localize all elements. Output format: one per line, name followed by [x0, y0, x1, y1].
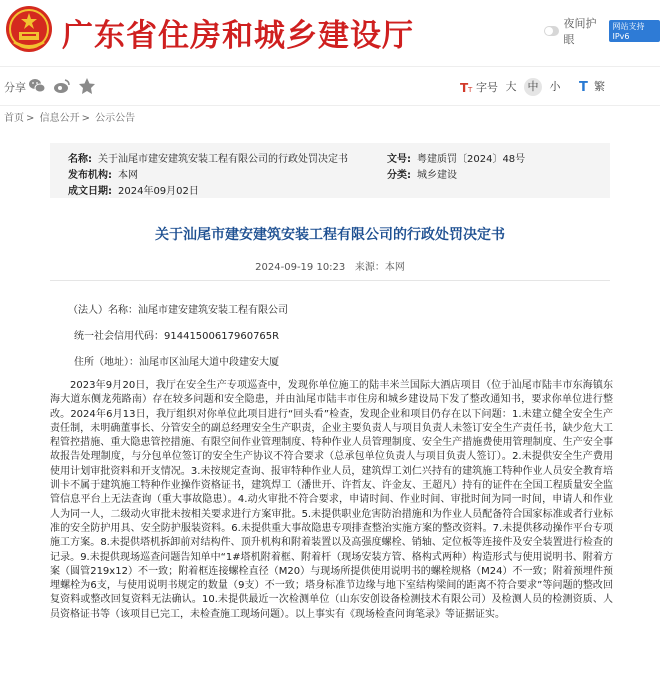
traditional-label: 繁	[594, 80, 605, 93]
share-label: 分享	[4, 81, 26, 94]
site-title[interactable]: 广东省住房和城乡建设厅	[62, 18, 414, 54]
credit-code-line: 统一社会信用代码：91441500617960765R	[74, 331, 280, 342]
font-size-large[interactable]: 大	[505, 80, 517, 93]
meta-category-label: 分类:	[387, 170, 411, 181]
weibo-share-icon[interactable]	[53, 77, 71, 95]
meta-publisher-value: 本网	[118, 170, 138, 181]
qzone-share-icon[interactable]	[78, 77, 96, 95]
title-divider	[50, 280, 610, 281]
breadcrumb: 首页 > 信息公开 > 公示公告	[4, 113, 136, 124]
legal-person-line: （法人）名称：汕尾市建安建筑安装工程有限公司	[68, 305, 288, 316]
meta-docno-value: 粤建质罚〔2024〕48号	[417, 154, 526, 165]
breadcrumb-notice[interactable]: 公示公告	[95, 113, 136, 124]
article-toolbar	[0, 66, 660, 106]
font-size-medium[interactable]: 中	[524, 78, 542, 96]
breadcrumb-home[interactable]: 首页	[4, 113, 24, 124]
publish-datetime: 2024-09-19 10:23	[255, 262, 346, 273]
ipv6-badge: 网站支持IPv6	[609, 20, 660, 42]
night-mode-label: 夜间护眼	[563, 17, 597, 46]
font-size-control	[460, 78, 564, 96]
font-size-icon	[460, 80, 474, 94]
meta-name-value: 关于汕尾市建安建筑安装工程有限公司的行政处罚决定书	[98, 154, 348, 165]
address-line: 住所（地址）：汕尾市区汕尾大道中段建安大厦	[74, 357, 279, 368]
document-body: 2023年9月20日，我厅在安全生产专项巡查中，发现你单位施工的陆丰米兰国际大酒店项目（位于汕尾市陆丰市东海镇东海大道东侧龙苑路南）存在较多问题和安全隐患，并由汕尾市陆丰市住房和城乡建设局下发了整改通知书，要求你单位进行整改。2024年6月13日，我厅组织对你单位此项目进行“回头看”检查，发现企业和项目仍存在以下问题：1.未建立健全安全生产责任制，未明确董事长、分管安全的副总经理安全生产职责，企业主要负责人与项目负责人未签订安全生产责任书，缺少危大工程管控措施、重大隐患管控措施、有限空间作业管理制度、特种作业人员管理制度、安全生产措施费使用管理制度、生产安全事故报告处理制度，与分包单位签订的安全生产协议不符合要求（总承包单位负责人与项目负责人签订）。2.未提供安全生产费用使用计划审批资料和开支情况。3.未按规定查询、报审特种作业人员，建筑焊工刘仁兴持有的建筑施工特种作业人员安全教育培训卡不属于建筑施工特种作业操作资格证书，建筑焊工（潘世开、许哲友、许金友、王超凡）持有的证件在全国工程质量安全监管信息平台上无法查询（重大事故隐患）。4.动火审批不符合要求，申请时间、作业时间、审批时间为同一时间，申请人和作业人为同一人，二级动火审批未按相关要求进行方案审批。5.未提供职业危害防治措施和为作业人员配备符合国家标准或者行业标准的安全防护用具、安全防护服装资料。6.未提供重大事故隐患专项排查整治实施方案的整改资料。7.未提供移动操作平台专项施工方案。8.未提供塔机拆卸前对结构件、顶升机构和附着装置以及高强度螺栓、销轴、定位板等连接件及安全装置进行检查的记录。9.未提供现场巡查问题告知单中“1#塔机附着框、附着杆（现场安装方管、格构式两种）构造形式与使用说明书、附着方案（圆管219x12）不一致；附着框连接螺栓直径（M20）与现场所提供使用说明书的螺栓规格（M24）不一致；附着预埋件预埋螺栓为6支，与使用说明书规定的数量（9支）不一致；塔身标准节边缘与地下室结构梁间的距离不符合要求”等问题的整改回复资料或整改回复资料无法确认。10.未提供最近一次检测单位（山东安创设备检测技术有限公司）及检测人员的检测资质、人员资格证书等（该项目已完工，未检查施工现场问题）。以上事实有《现场检查问询笔录》等证据证实。	[50, 380, 613, 620]
traditional-chinese-toggle[interactable]	[578, 78, 605, 94]
meta-category-value: 城乡建设	[417, 170, 457, 181]
svg-text:T: T	[579, 80, 588, 93]
site-header	[0, 0, 660, 66]
document-byline	[0, 258, 660, 273]
meta-publisher-label: 发布机构:	[68, 170, 112, 181]
document-title: 关于汕尾市建安建筑安装工程有限公司的行政处罚决定书	[155, 227, 505, 243]
wechat-share-icon[interactable]	[28, 77, 46, 95]
meta-date-label: 成文日期:	[68, 186, 112, 197]
traditional-icon	[578, 79, 592, 93]
svg-text:T: T	[460, 81, 469, 94]
night-mode-control[interactable]	[544, 15, 660, 47]
svg-text:T: T	[468, 86, 473, 94]
breadcrumb-info-public[interactable]: 信息公开	[39, 113, 80, 124]
meta-date-value: 2024年09月02日	[118, 186, 199, 197]
meta-docno-label: 文号:	[387, 154, 411, 165]
night-mode-toggle[interactable]	[544, 26, 559, 36]
font-size-small[interactable]: 小	[549, 80, 561, 93]
document-source: 来源：本网	[354, 262, 405, 273]
national-emblem-icon	[4, 4, 54, 54]
font-size-label: 字号	[476, 81, 498, 94]
meta-name-label: 名称:	[68, 154, 92, 165]
document-meta-box	[50, 143, 610, 198]
